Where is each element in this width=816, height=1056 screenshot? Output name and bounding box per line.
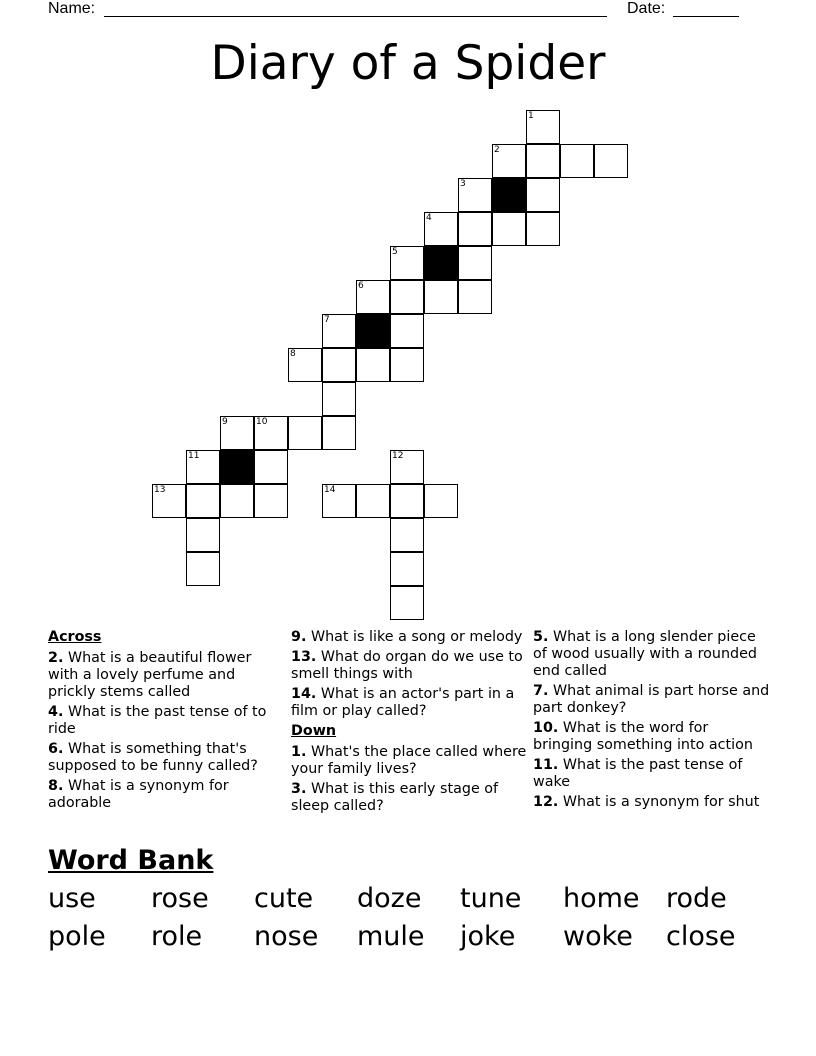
grid-cell[interactable]	[390, 314, 424, 348]
across-heading: Across	[48, 629, 102, 645]
grid-cell[interactable]	[458, 280, 492, 314]
grid-cell[interactable]	[288, 416, 322, 450]
clue-text: What is the word for bringing something into action	[533, 720, 753, 753]
grid-cell[interactable]	[322, 382, 356, 416]
clue-down-5	[533, 629, 771, 680]
grid-cell[interactable]	[526, 212, 560, 246]
grid-cell[interactable]	[322, 416, 356, 450]
clue-number: 7.	[533, 683, 549, 699]
grid-cell[interactable]	[390, 518, 424, 552]
clue-column-2	[291, 629, 529, 818]
word-bank-word: role	[151, 921, 203, 952]
grid-cell[interactable]	[526, 144, 560, 178]
clue-number-label: 9	[222, 417, 228, 427]
clue-down-11	[533, 757, 771, 791]
word-bank-title: Word Bank	[48, 845, 214, 876]
grid-cell[interactable]	[390, 450, 424, 484]
clue-text: What is a synonym for shut	[562, 794, 760, 810]
clue-text: What is a long slender piece of wood usually with a rounded end called	[533, 629, 757, 679]
word-bank-row	[48, 880, 768, 918]
clue-number-label: 8	[290, 349, 296, 359]
clue-text: What is like a song or melody	[310, 629, 523, 645]
clue-across-2	[48, 650, 286, 701]
clue-number-label: 10	[256, 417, 268, 427]
clue-number: 8.	[48, 778, 64, 794]
clue-across-8	[48, 778, 286, 812]
grid-cell[interactable]	[186, 552, 220, 586]
grid-cell[interactable]	[458, 246, 492, 280]
down-heading: Down	[291, 723, 337, 739]
clue-down-10	[533, 720, 771, 754]
grid-cell[interactable]	[186, 484, 220, 518]
word-bank-word: rose	[151, 883, 209, 914]
grid-cell[interactable]	[424, 212, 458, 246]
clue-down-3	[291, 781, 529, 815]
grid-cell[interactable]	[254, 450, 288, 484]
name-label: Name:	[48, 0, 96, 17]
grid-block	[492, 178, 526, 212]
clue-number: 13.	[291, 649, 317, 665]
clue-text: What animal is part horse and part donkey?	[533, 683, 770, 716]
clue-column-1	[48, 629, 286, 815]
clue-number-label: 1	[528, 111, 534, 121]
grid-cell[interactable]	[390, 484, 424, 518]
grid-cell[interactable]	[492, 212, 526, 246]
clue-text: What is a beautiful flower with a lovely perfume and prickly stems called	[48, 650, 252, 700]
grid-cell[interactable]	[356, 484, 390, 518]
grid-cell[interactable]	[424, 280, 458, 314]
clue-number: 3.	[291, 781, 307, 797]
word-bank-word: nose	[254, 921, 319, 952]
grid-cell[interactable]	[220, 416, 254, 450]
clue-number: 5.	[533, 629, 549, 645]
clue-number-label: 11	[188, 451, 200, 461]
clue-text: What is this early stage of sleep called?	[291, 781, 499, 814]
clue-text: What do organ do we use to smell things with	[291, 649, 523, 682]
clue-down-7	[533, 683, 771, 717]
clue-text: What is something that's supposed to be funny called?	[48, 741, 258, 774]
grid-cell[interactable]	[458, 212, 492, 246]
grid-cell[interactable]	[526, 110, 560, 144]
grid-cell[interactable]	[356, 348, 390, 382]
clue-number: 11.	[533, 757, 559, 773]
grid-cell[interactable]	[322, 348, 356, 382]
clue-text: What's the place called where your family lives?	[291, 744, 527, 777]
grid-cell[interactable]	[322, 484, 356, 518]
word-bank-word: tune	[460, 883, 522, 914]
grid-cell[interactable]	[492, 144, 526, 178]
clue-number: 9.	[291, 629, 307, 645]
grid-cell[interactable]	[254, 416, 288, 450]
word-bank-word: cute	[254, 883, 314, 914]
grid-block	[424, 246, 458, 280]
clue-number-label: 12	[392, 451, 404, 461]
word-bank-word: pole	[48, 921, 106, 952]
word-bank-word: home	[563, 883, 640, 914]
grid-cell[interactable]	[322, 314, 356, 348]
clue-number: 12.	[533, 794, 559, 810]
clue-number-label: 7	[324, 315, 330, 325]
grid-block	[220, 450, 254, 484]
date-label: Date:	[627, 0, 666, 17]
grid-cell[interactable]	[390, 552, 424, 586]
word-bank-word: woke	[563, 921, 633, 952]
word-bank-row	[48, 918, 768, 956]
clue-number-label: 13	[154, 485, 166, 495]
word-bank-word: doze	[357, 883, 422, 914]
grid-cell[interactable]	[594, 144, 628, 178]
clue-across-4	[48, 704, 286, 738]
grid-cell[interactable]	[254, 484, 288, 518]
grid-cell[interactable]	[526, 178, 560, 212]
clue-number: 14.	[291, 686, 317, 702]
word-bank-word: rode	[666, 883, 727, 914]
grid-cell[interactable]	[424, 484, 458, 518]
word-bank-word: use	[48, 883, 96, 914]
grid-block	[356, 314, 390, 348]
grid-cell[interactable]	[186, 518, 220, 552]
clue-text: What is the past tense of wake	[533, 757, 743, 790]
word-bank-word: joke	[460, 921, 516, 952]
grid-cell[interactable]	[390, 246, 424, 280]
grid-cell[interactable]	[390, 348, 424, 382]
clue-number-label: 2	[494, 145, 500, 155]
clue-number: 10.	[533, 720, 559, 736]
clue-across-14	[291, 686, 529, 720]
clue-number-label: 3	[460, 179, 466, 189]
grid-cell[interactable]	[220, 484, 254, 518]
clue-number-label: 4	[426, 213, 432, 223]
grid-cell[interactable]	[390, 280, 424, 314]
grid-cell[interactable]	[288, 348, 322, 382]
clue-number-label: 6	[358, 281, 364, 291]
clue-down-12	[533, 794, 771, 811]
word-bank	[48, 880, 768, 956]
grid-cell[interactable]	[152, 484, 186, 518]
clue-across-9	[291, 629, 529, 646]
grid-cell[interactable]	[458, 178, 492, 212]
clue-number: 6.	[48, 741, 64, 757]
clue-text: What is a synonym for adorable	[48, 778, 229, 811]
clue-down-1	[291, 744, 529, 778]
clue-text: What is the past tense of to ride	[48, 704, 267, 737]
clue-number: 1.	[291, 744, 307, 760]
clue-across-13	[291, 649, 529, 683]
grid-cell[interactable]	[390, 586, 424, 620]
clue-number-label: 14	[324, 485, 336, 495]
page-title: Diary of a Spider	[210, 36, 606, 91]
clue-text: What is an actor's part in a film or play called?	[291, 686, 515, 719]
word-bank-word: close	[666, 921, 736, 952]
clue-number: 4.	[48, 704, 64, 720]
grid-cell[interactable]	[560, 144, 594, 178]
grid-cell[interactable]	[356, 280, 390, 314]
clue-number-label: 5	[392, 247, 398, 257]
word-bank-word: mule	[357, 921, 425, 952]
clue-number: 2.	[48, 650, 64, 666]
clue-across-6	[48, 741, 286, 775]
grid-cell[interactable]	[186, 450, 220, 484]
clue-column-3	[533, 629, 771, 814]
